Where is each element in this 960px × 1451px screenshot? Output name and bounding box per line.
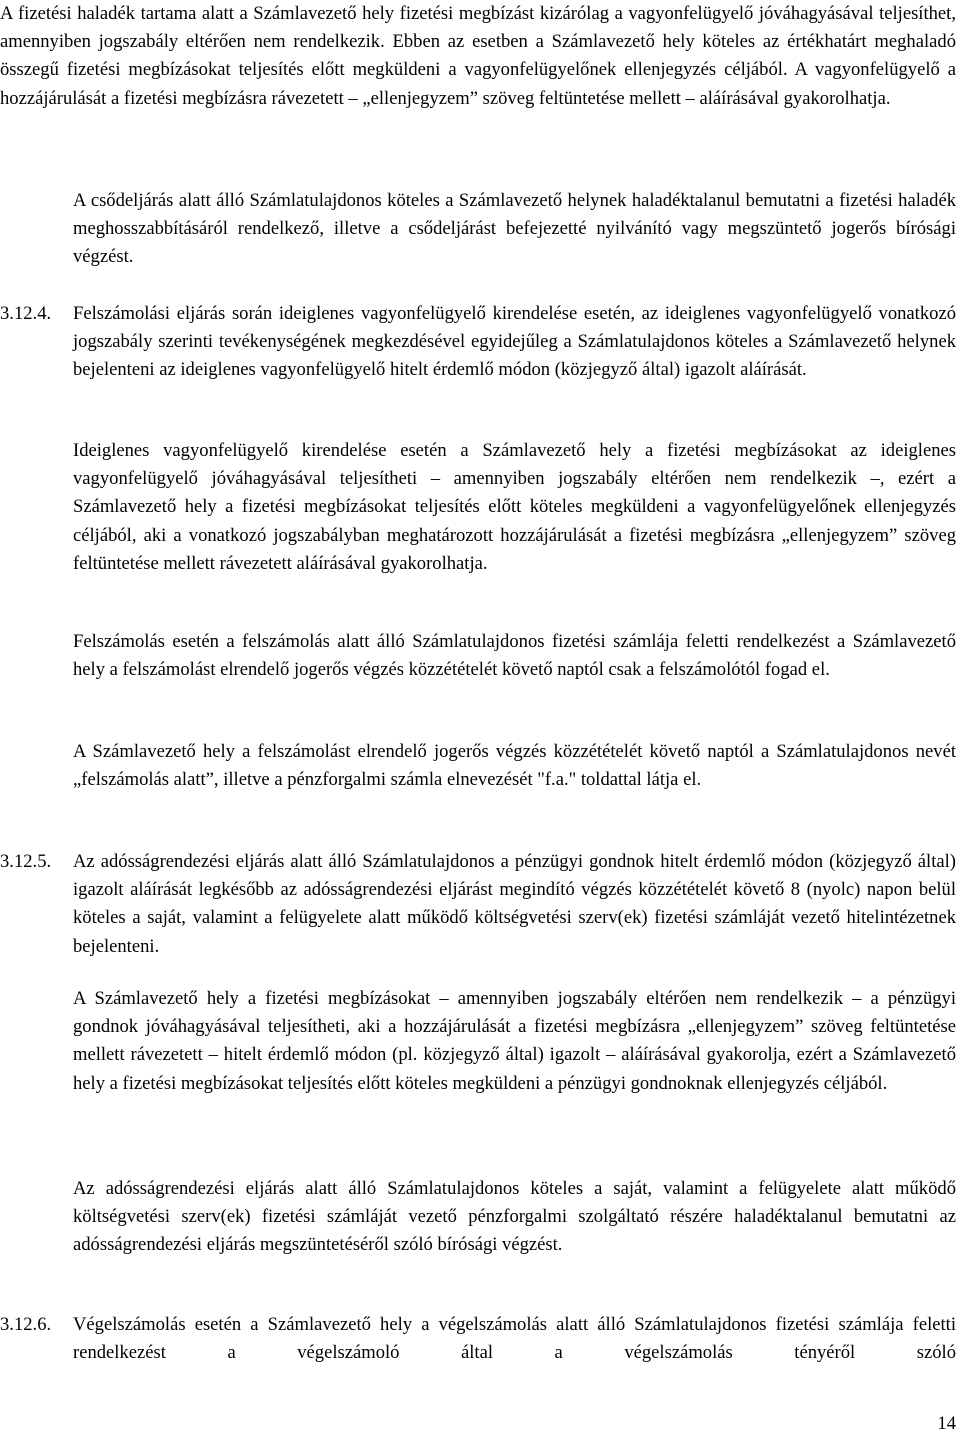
section-number: 3.12.5. xyxy=(0,851,52,872)
paragraph-text: A fizetési haladék tartama alatt a Számlavezető hely fizetési megbízást kizárólag a vagyonfelügyelő jóváhagyásával teljesíthet, amennyiben jogszabály eltérően nem rendelkezik. Ebben az esetben a Számlavezető hely köteles az értékhatárt meghaladó összegű fizetési megbízásokat teljesítés előtt megküldeni a vagyonfelügyelőnek ellenjegyzés céljából. A vagyonfelügyelő a hozzájárulását a fizetési megbízásra rávezetett – „ellenjegyzem” szöveg feltüntetése mellett – aláírásával gyakorolhatja. xyxy=(0,3,956,109)
paragraph-financial-guardian xyxy=(73,985,956,1098)
paragraph-text: A Számlavezető hely a fizetési megbízásokat – amennyiben jogszabály eltérően nem rendelkezik – a pénzügyi gondnok jóváhagyásával teljesítheti, aki a hozzájárulását a fizetési megbízásra „ellenjegyzem” szöveg feltüntetése mellett rávezetett – hitelt érdemlő módon (pl. közjegyző által) igazolt – aláírásával gyakorolja, ezért a Számlavezető hely a fizetési megbízásokat teljesítés előtt köteles megküldeni a pénzügyi gondnoknak ellenjegyzés céljából. xyxy=(73,988,956,1094)
paragraph-text: Ideiglenes vagyonfelügyelő kirendelése esetén a Számlavezető hely a fizetési megbízásokat az ideiglenes vagyonfelügyelő jóváhagyásával teljesítheti – amennyiben jogszabály eltérően nem rendelkezik –, ezért a Számlavezető hely a fizetési megbízásokat teljesítés előtt köteles megküldeni a vagyonfelügyelőnek ellenjegyzés céljából, aki a vonatkozó jogszabályban meghatározott hozzájárulását a fizetési megbízásra „ellenjegyzem” szöveg feltüntetése mellett rávezetett aláírásával gyakorolhatja. xyxy=(73,440,956,574)
paragraph-bankruptcy-order xyxy=(73,187,956,272)
page-number: 14 xyxy=(937,1413,956,1434)
section-number: 3.12.6. xyxy=(0,1314,52,1335)
section-text: Végelszámolás esetén a Számlavezető hely a végelszámolás alatt álló Számlatulajdonos fizetési számlája feletti rendelkezést a végelszámoló által a végelszámolás tényéről szóló xyxy=(73,1314,956,1364)
section-number: 3.12.4. xyxy=(0,303,52,324)
paragraph-debt-settlement-order xyxy=(73,1175,956,1260)
paragraph-liquidation xyxy=(73,628,956,684)
section-text: Felszámolási eljárás során ideiglenes vagyonfelügyelő kirendelése esetén, az ideiglenes vagyonfelügyelő vonatkozó jogszabály szerinti tevékenységének megkezdésével egyidejűleg a Számlatulajdonos köteles a Számlavezető helynek bejelenteni az ideiglenes vagyonfelügyelő hitelt érdemlő módon (közjegyző által) igazolt aláírását. xyxy=(73,303,956,381)
paragraph-temporary-supervisor xyxy=(73,437,956,578)
section-text: Az adósságrendezési eljárás alatt álló Számlatulajdonos a pénzügyi gondnok hitelt érdemlő módon (közjegyző által) igazolt aláírását legkésőbb az adósságrendezési eljárást megindító végzés közzétételét követő 8 (nyolc) napon belül köteles a saját, valamint a felügyelete alatt működő költségvetési szerv(ek) fizetési számláját vezető hitelintézetnek bejelenteni. xyxy=(73,851,956,957)
paragraph-payment-deferral xyxy=(0,0,956,113)
paragraph-text: A csődeljárás alatt álló Számlatulajdonos köteles a Számlavezető helynek haladéktalanul bemutatni a fizetési haladék meghosszabbításáról rendelkező, illetve a csődeljárást befejezetté nyilvánító vagy megszüntető jogerős bírósági végzést. xyxy=(73,190,956,268)
paragraph-text: Felszámolás esetén a felszámolás alatt álló Számlatulajdonos fizetési számlája feletti rendelkezést a Számlavezető hely a felszámolást elrendelő jogerős végzés közzétételét követő naptól csak a felszámolótól fogad el. xyxy=(73,631,956,681)
paragraph-text: A Számlavezető hely a felszámolást elrendelő jogerős végzés közzétételét követő naptól a Számlatulajdonos nevét „felszámolás alatt”, illetve a pénzforgalmi számla elnevezését "f.a." toldattal látja el. xyxy=(73,741,956,791)
paragraph-fa-suffix xyxy=(73,738,956,794)
paragraph-text: Az adósságrendezési eljárás alatt álló Számlatulajdonos köteles a saját, valamint a felügyelete alatt működő költségvetési szerv(ek) fizetési számláját vezető pénzforgalmi szolgáltató részére haladéktalanul bemutatni az adósságrendezési eljárás megszüntetéséről szóló bírósági végzést. xyxy=(73,1178,956,1256)
